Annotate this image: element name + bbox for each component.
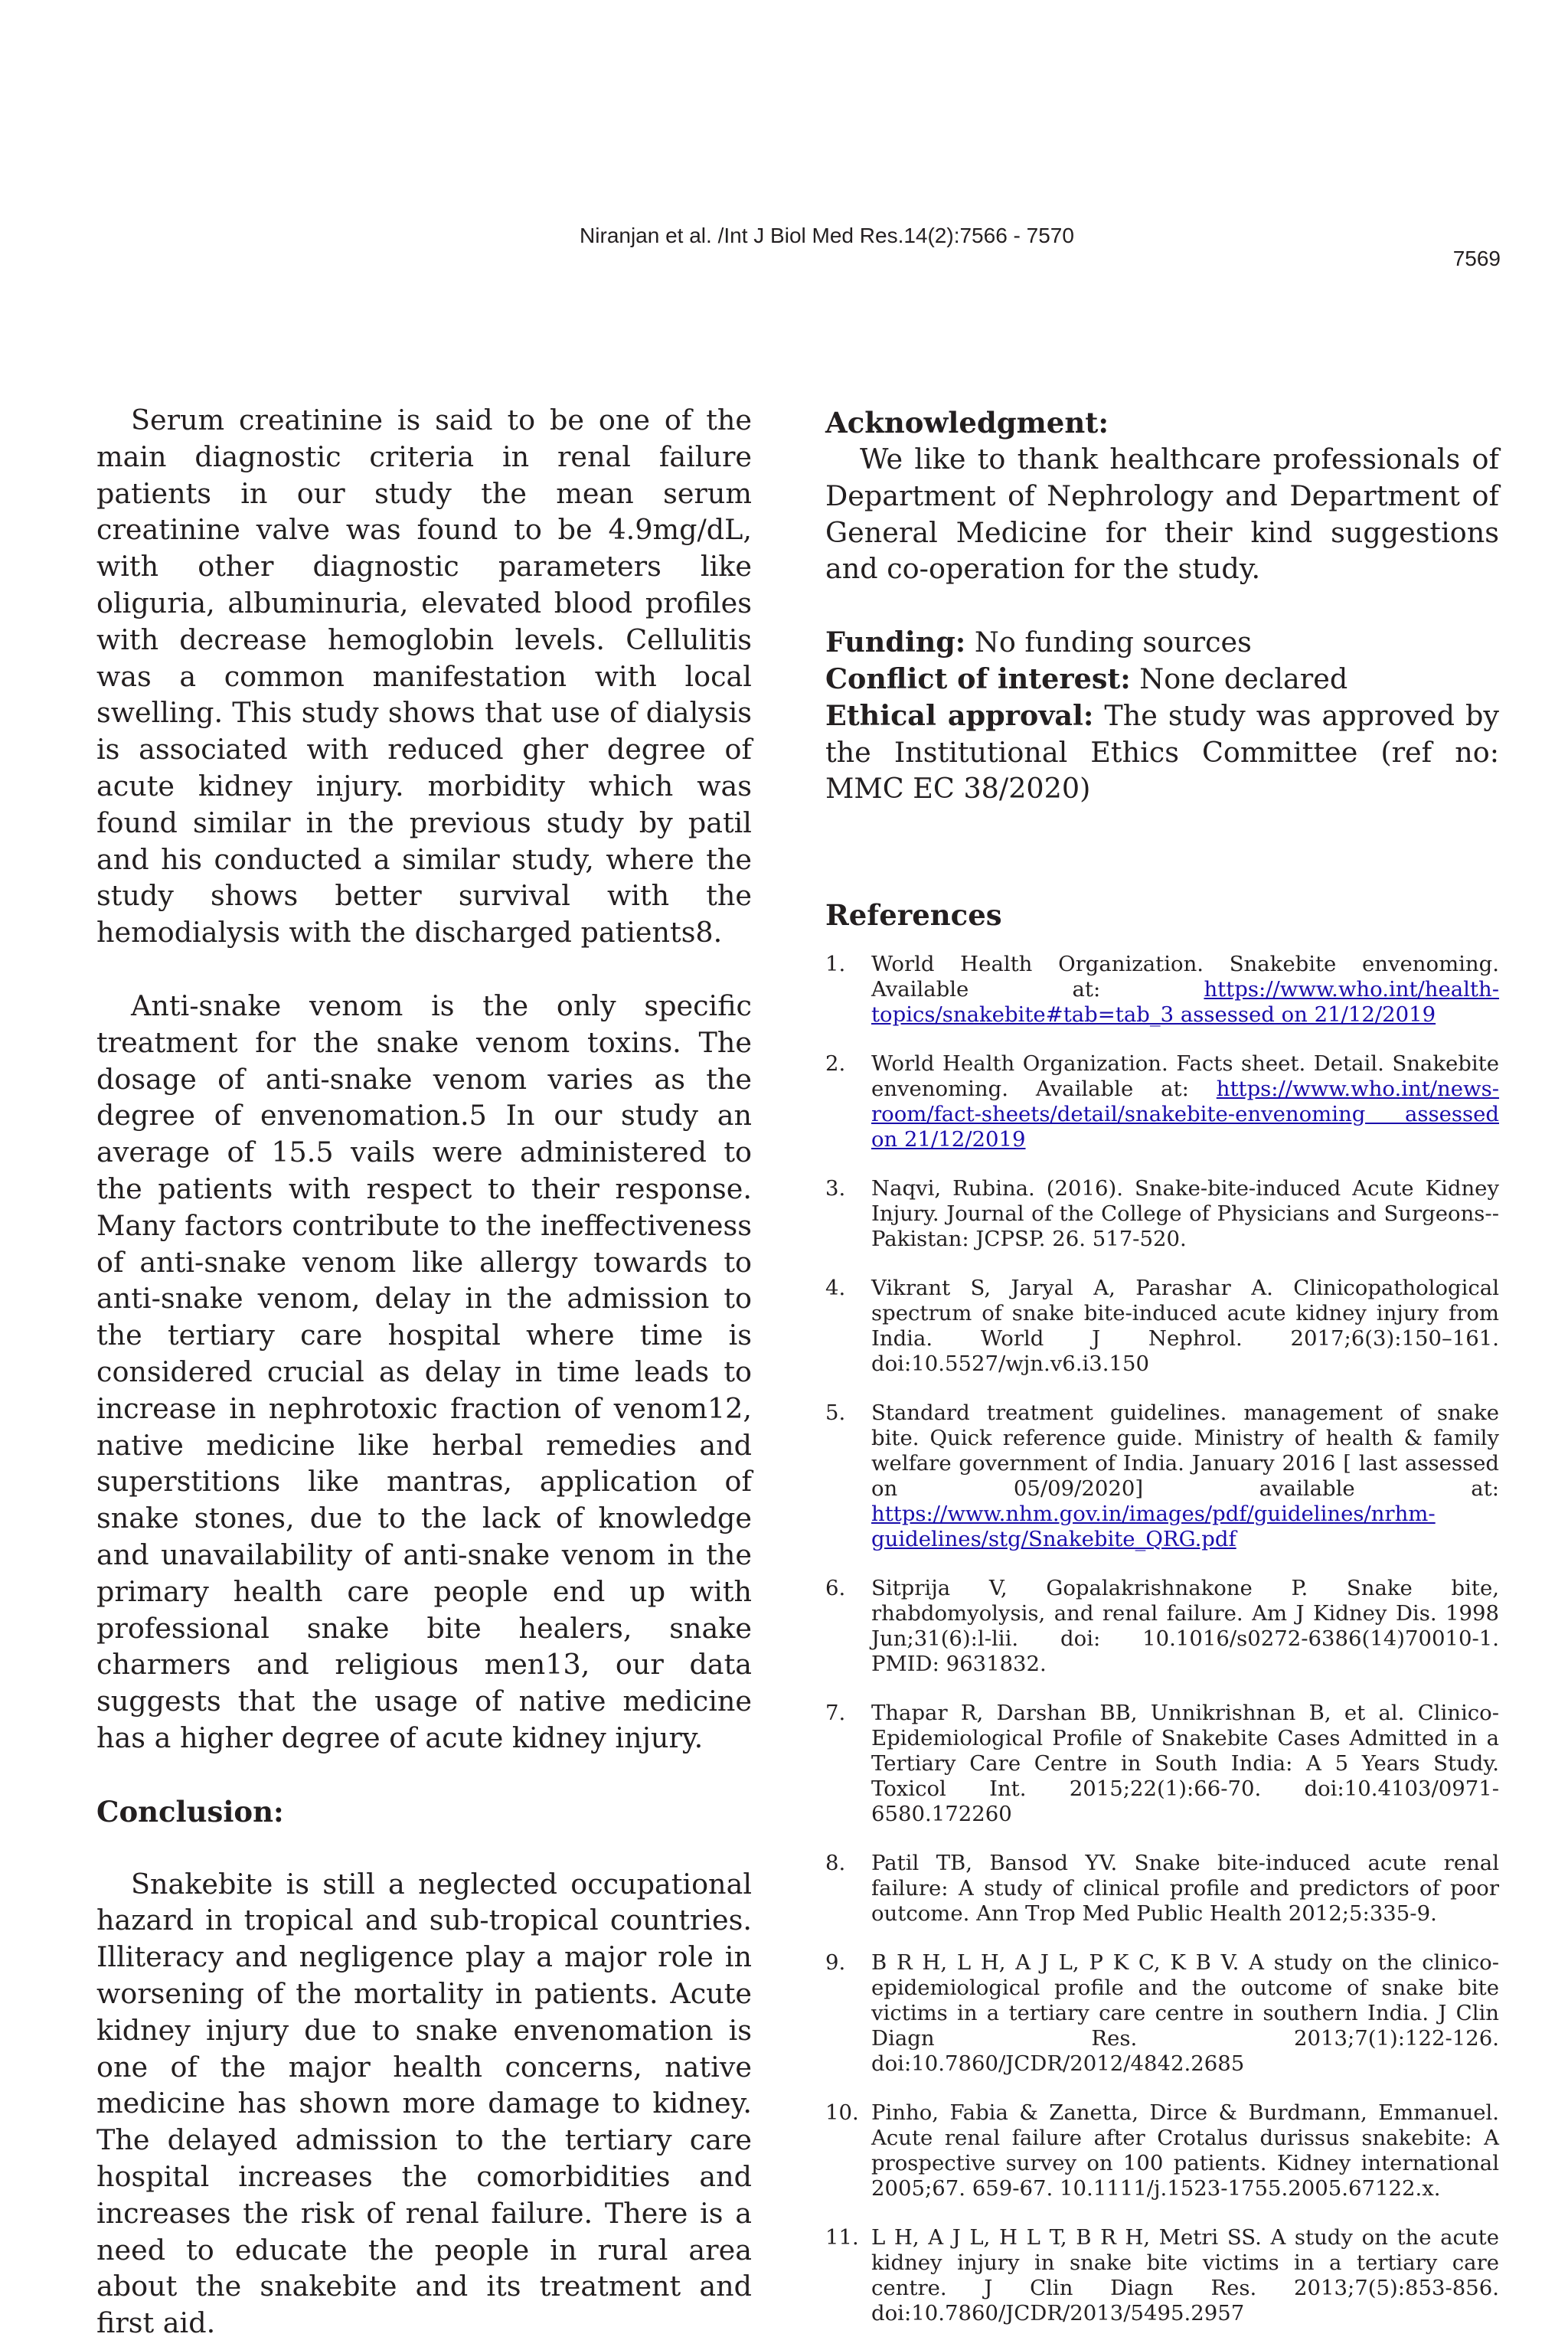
reference-number: 5. bbox=[825, 1401, 846, 1426]
reference-number: 1. bbox=[825, 952, 846, 977]
ethics-label: Ethical approval: bbox=[825, 698, 1094, 732]
reference-text: Naqvi, Rubina. (2016). Snake-bite-induced Acute Kidney Injury. Journal of the College of Physicians and Surgeons--Pakistan: JCPSP. 26. 517-520. bbox=[871, 1176, 1499, 1252]
reference-text: Pinho, Fabia & Zanetta, Dirce & Burdmann, Emmanuel. Acute renal failure after Crotalus durissus snakebite: A prospective survey on 100 patients. Kidney international 2005;67. 659-67. 10.1111/j.1523-1755.2005.67122.x. bbox=[871, 2100, 1499, 2201]
acknowledgment-paragraph: We like to thank healthcare professionals of Department of Nephrology and Department of General Medicine for their kind suggestions and co-operation for the study. bbox=[825, 443, 1499, 586]
reference-text: B R H, L H, A J L, P K C, K B V. A study on the clinico-epidemiological profile and the outcome of snake bite victims in a tertiary care centre in southern India. J Clin Diagn Res. 2013;7(1):122-126. doi:10.7860/JCDR/2012/4842.2685 bbox=[871, 1950, 1499, 2077]
reference-item bbox=[825, 2100, 1499, 2201]
reference-number: 4. bbox=[825, 1276, 846, 1301]
references-heading: References bbox=[825, 898, 1002, 933]
reference-text: Vikrant S, Jaryal A, Parashar A. Clinicopathological spectrum of snake bite-induced acute kidney injury from India. World J Nephrol. 2017;6(3):150–161. doi:10.5527/wjn.v6.i3.150 bbox=[871, 1276, 1499, 1377]
reference-text: Sitprija V, Gopalakrishnakone P. Snake bite, rhabdomyolysis, and renal failure. Am J Kidney Dis. 1998 Jun;31(6):l-lii. doi: 10.1016/s0272-6386(14)70010-1. PMID: 9631832. bbox=[871, 1576, 1499, 1677]
conclusion-heading: Conclusion: bbox=[96, 1794, 284, 1829]
right-column bbox=[825, 404, 1499, 2350]
conflict-statement bbox=[825, 661, 1499, 698]
reference-item bbox=[825, 1401, 1499, 1552]
reference-number: 2. bbox=[825, 1051, 846, 1077]
left-column bbox=[96, 402, 752, 2342]
reference-number: 11. bbox=[825, 2225, 859, 2250]
body-paragraph: Anti-snake venom is the only specific treatment for the snake venom toxins. The dosage of anti-snake venom varies as the degree of envenomation.5 In our study an average of 15.5 vails were administered to the patients with respect to their response. Many factors contribute to the ineffectiveness of anti-snake venom like allergy towards to anti-snake venom, delay in the admission to the tertiary care hospital where time is considered crucial as delay in time leads to increase in nephrotoxic fraction of venom12, native medicine like herbal remedies and superstitions like mantras, application of snake stones, due to the lack of knowledge and unavailability of anti-snake venom in the primary health care people end up with professional snake bite healers, snake charmers and religious men13, our data suggests that the usage of native medicine has a higher degree of acute kidney injury. bbox=[96, 989, 752, 1754]
reference-number: 8. bbox=[825, 1851, 846, 1876]
funding-label: Funding: bbox=[825, 626, 966, 659]
reference-text: Thapar R, Darshan BB, Unnikrishnan B, et al. Clinico-Epidemiological Profile of Snakebite Cases Admitted in a Tertiary Care Centre in South India: A 5 Years Study. Toxicol Int. 2015;22(1):66-70. doi:10.4103/0971-6580.172260 bbox=[871, 1701, 1499, 1827]
conclusion-paragraph: Snakebite is still a neglected occupational hazard in tropical and sub-tropical countries. Illiteracy and negligence play a major role in worsening of the mortality in patients. Acute kidney injury due to snake envenomation is one of the major health concerns, native medicine has shown more damage to kidney. The delayed admission to the tertiary care hospital increases the comorbidities and increases the risk of renal failure. There is a need to educate the people in rural area about the snakebite and its treatment and first aid. bbox=[96, 1867, 752, 2340]
conflict-label: Conflict of interest: bbox=[825, 662, 1131, 695]
reference-number: 3. bbox=[825, 1176, 846, 1201]
reference-link[interactable]: https://www.who.int/health-topics/snakebite#tab=tab_3 assessed on 21/12/2019 bbox=[871, 977, 1499, 1028]
funding-statement bbox=[825, 624, 1499, 661]
reference-item bbox=[825, 1276, 1499, 1377]
reference-item bbox=[825, 1701, 1499, 1827]
reference-item bbox=[825, 2225, 1499, 2326]
ethics-value: The study was approved by the Institutional Ethics Committee (ref no: MMC EC 38/2020) bbox=[825, 698, 1500, 806]
reference-text: World Health Organization. Facts sheet. Detail. Snakebite envenoming. Available at: bbox=[871, 1051, 1499, 1102]
reference-link[interactable]: https://www.who.int/news-room/fact-sheets/detail/snakebite-envenoming assessed on 21/12/2019 bbox=[871, 1077, 1499, 1152]
reference-text: Patil TB, Bansod YV. Snake bite-induced acute renal failure: A study of clinical profile and predictors of poor outcome. Ann Trop Med Public Health 2012;5:335-9. bbox=[871, 1851, 1499, 1927]
conflict-value: None declared bbox=[1130, 662, 1348, 695]
page-number: 7569 bbox=[1452, 247, 1501, 270]
funding-value: No funding sources bbox=[965, 626, 1252, 659]
reference-list bbox=[825, 952, 1499, 2326]
reference-text: Standard treatment guidelines. management of snake bite. Quick reference guide. Ministry of health & family welfare government of India. January 2016 [ last assessed on 05/09/2020] available at: bbox=[871, 1401, 1499, 1502]
reference-text: World Health Organization. Snakebite envenoming. Available at: bbox=[871, 952, 1499, 1002]
reference-number: 6. bbox=[825, 1576, 846, 1601]
reference-number: 7. bbox=[825, 1701, 846, 1726]
ethics-statement bbox=[825, 698, 1499, 807]
acknowledgment-heading: Acknowledgment: bbox=[825, 406, 1109, 440]
reference-link[interactable]: https://www.nhm.gov.in/images/pdf/guidelines/nrhm-guidelines/stg/Snakebite_QRG.pdf bbox=[871, 1502, 1436, 1552]
running-head: Niranjan et al. /Int J Biol Med Res.14(2):7566 - 7570 bbox=[580, 224, 1074, 247]
body-paragraph: Serum creatinine is said to be one of the main diagnostic criteria in renal failure patients in our study the mean serum creatinine valve was found to be 4.9mg/dL, with other diagnostic parameters like oliguria, albuminuria, elevated blood profiles with decrease hemoglobin levels. Cellulitis was a common manifestation with local swelling. This study shows that use of dialysis is associated with reduced gher degree of acute kidney injury. morbidity which was found similar in the previous study by patil and his conducted a similar study, where the study shows better survival with the hemodialysis with the discharged patients8. bbox=[96, 404, 752, 949]
declarations bbox=[825, 624, 1499, 807]
reference-item bbox=[825, 952, 1499, 1028]
reference-item bbox=[825, 1950, 1499, 2077]
reference-number: 10. bbox=[825, 2100, 859, 2126]
reference-item bbox=[825, 1576, 1499, 1677]
reference-item bbox=[825, 1176, 1499, 1252]
reference-text: L H, A J L, H L T, B R H, Metri SS. A study on the acute kidney injury in snake bite victims in a tertiary care centre. J Clin Diagn Res. 2013;7(5):853-856. doi:10.7860/JCDR/2013/5495.2957 bbox=[871, 2225, 1499, 2326]
reference-item bbox=[825, 1851, 1499, 1927]
reference-number: 9. bbox=[825, 1950, 846, 1976]
reference-item bbox=[825, 1051, 1499, 1152]
